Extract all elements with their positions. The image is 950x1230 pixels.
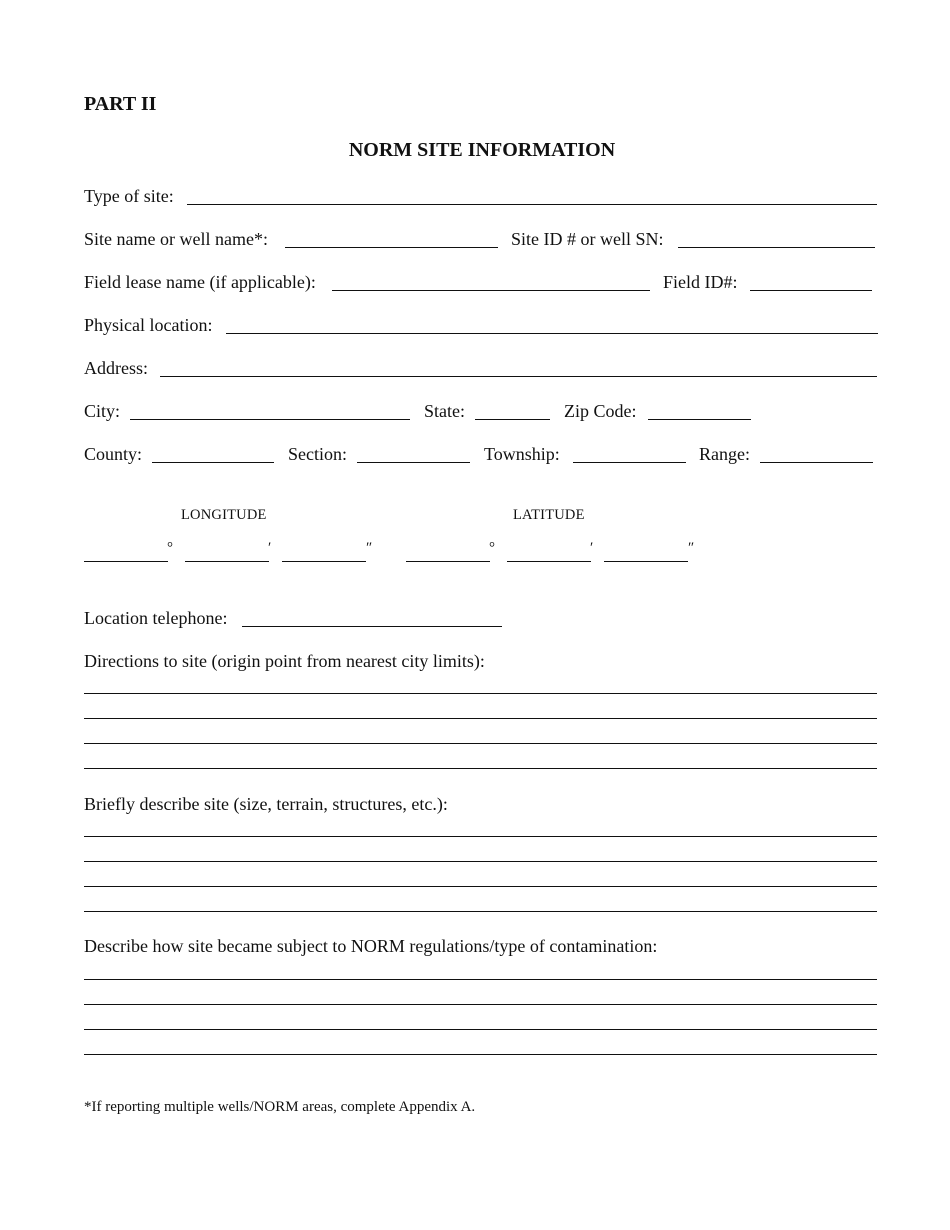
- type-of-site-label: Type of site:: [84, 186, 174, 206]
- section-label: Section:: [288, 444, 347, 464]
- directions-line[interactable]: [84, 743, 877, 744]
- township-label: Township:: [484, 444, 560, 464]
- site-id-label: Site ID # or well SN:: [511, 229, 664, 249]
- latitude-seconds-field[interactable]: [604, 561, 688, 562]
- zip-code-field[interactable]: [648, 419, 751, 420]
- address-field[interactable]: [160, 376, 877, 377]
- city-label: City:: [84, 401, 121, 421]
- site-name-field[interactable]: [285, 247, 498, 248]
- longitude-seconds-field[interactable]: [282, 561, 366, 562]
- directions-label: Directions to site (origin point from nearest city limits):: [84, 651, 485, 671]
- directions-line[interactable]: [84, 718, 877, 719]
- part-heading: PART II: [84, 93, 157, 115]
- norm-subject-line[interactable]: [84, 1029, 877, 1030]
- range-label: Range:: [699, 444, 750, 464]
- norm-subject-line[interactable]: [84, 979, 877, 980]
- describe-site-line[interactable]: [84, 861, 877, 862]
- second-symbol: ″: [688, 540, 695, 556]
- minute-symbol: ′: [590, 540, 594, 556]
- field-id-label: Field ID#:: [663, 272, 738, 292]
- state-label: State:: [424, 401, 465, 421]
- describe-site-line[interactable]: [84, 911, 877, 912]
- norm-subject-label: Describe how site became subject to NORM regulations/type of contamination:: [84, 936, 658, 956]
- page-title: NORM SITE INFORMATION: [348, 139, 616, 161]
- field-id-field[interactable]: [750, 290, 872, 291]
- field-lease-label: Field lease name (if applicable):: [84, 272, 316, 292]
- site-id-field[interactable]: [678, 247, 875, 248]
- degree-symbol: °: [489, 540, 495, 556]
- physical-location-label: Physical location:: [84, 315, 213, 335]
- county-label: County:: [84, 444, 143, 464]
- describe-site-line[interactable]: [84, 836, 877, 837]
- degree-symbol: °: [167, 540, 173, 556]
- type-of-site-field[interactable]: [187, 204, 877, 205]
- address-label: Address:: [84, 358, 148, 378]
- zip-code-label: Zip Code:: [564, 401, 637, 421]
- describe-site-line[interactable]: [84, 886, 877, 887]
- norm-subject-line[interactable]: [84, 1054, 877, 1055]
- directions-line[interactable]: [84, 693, 877, 694]
- minute-symbol: ′: [268, 540, 272, 556]
- physical-location-field[interactable]: [226, 333, 878, 334]
- location-telephone-label: Location telephone:: [84, 608, 228, 628]
- state-field[interactable]: [475, 419, 550, 420]
- describe-site-label: Briefly describe site (size, terrain, structures, etc.):: [84, 794, 448, 814]
- norm-subject-line[interactable]: [84, 1004, 877, 1005]
- field-lease-field[interactable]: [332, 290, 650, 291]
- second-symbol: ″: [366, 540, 373, 556]
- location-telephone-field[interactable]: [242, 626, 502, 627]
- township-field[interactable]: [573, 462, 686, 463]
- site-name-label: Site name or well name*:: [84, 229, 268, 249]
- directions-line[interactable]: [84, 768, 877, 769]
- longitude-minutes-field[interactable]: [185, 561, 269, 562]
- latitude-degrees-field[interactable]: [406, 561, 490, 562]
- range-field[interactable]: [760, 462, 873, 463]
- longitude-degrees-field[interactable]: [84, 561, 168, 562]
- latitude-label: LATITUDE: [513, 507, 585, 523]
- longitude-label: LONGITUDE: [181, 507, 267, 523]
- footnote: *If reporting multiple wells/NORM areas, complete Appendix A.: [84, 1099, 476, 1115]
- county-field[interactable]: [152, 462, 274, 463]
- city-field[interactable]: [130, 419, 410, 420]
- latitude-minutes-field[interactable]: [507, 561, 591, 562]
- section-field[interactable]: [357, 462, 470, 463]
